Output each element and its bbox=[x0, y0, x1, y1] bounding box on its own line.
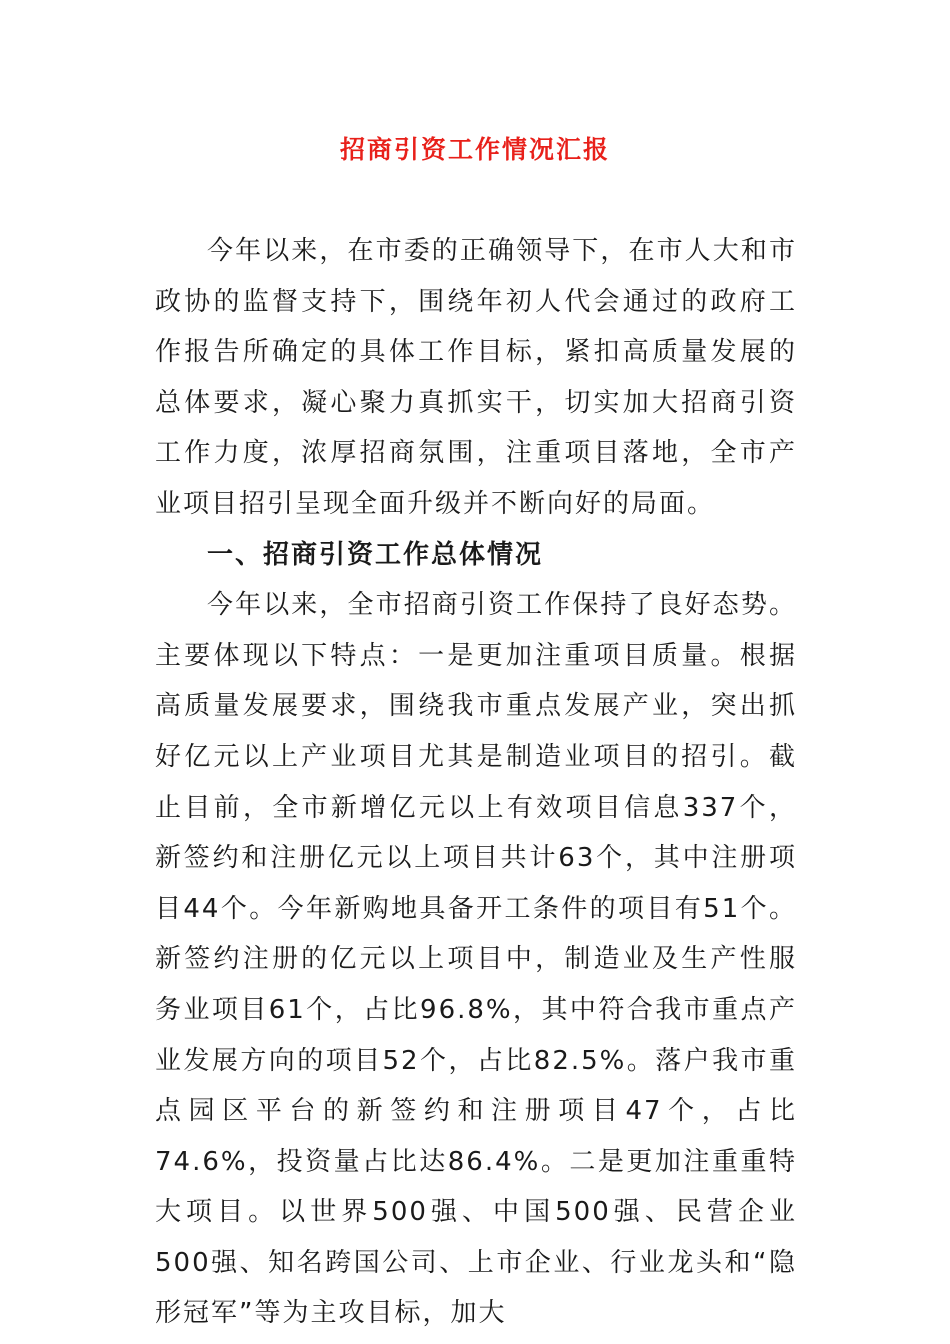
section-heading: 一、招商引资工作总体情况 bbox=[207, 539, 544, 570]
section-paragraph: 今年以来，全市招商引资工作保持了良好态势。主要体现以下特点：一是更加注重项目质量。根据高质量发展要求，围绕我市重点发展产业，突出抓好亿元以上产业项目尤其是制造业项目的招引。截止目前，全市新增亿元以上有效项目信息337个，新签约和注册亿元以上项目共计63个，其中注册项目44个。今年新购地具备开工条件的项目有51个。新签约注册的亿元以上项目中，制造业及生产性服务业项目61个，占比96.8%，其中符合我市重点产业发展方向的项目52个，占比82.5%。落户我市重点园区平台的新签约和注册项目47个，占比74.6%，投资量占比达86.4%。二是更加注重重特大项目。以世界500强、中国500强、民营企业500强、知名跨国公司、上市企业、行业龙头和“隐形冠军”等为主攻目标，加大 bbox=[155, 590, 797, 1329]
document-body bbox=[155, 226, 797, 1339]
intro-paragraph: 今年以来，在市委的正确领导下，在市人大和市政协的监督支持下，围绕年初人代会通过的政府工作报告所确定的具体工作目标，紧扣高质量发展的总体要求，凝心聚力真抓实干，切实加大招商引资工作力度，浓厚招商氛围，注重项目落地，全市产业项目招引呈现全面升级并不断向好的局面。 bbox=[155, 236, 797, 519]
document-title: 招商引资工作情况汇报 bbox=[339, 135, 610, 164]
